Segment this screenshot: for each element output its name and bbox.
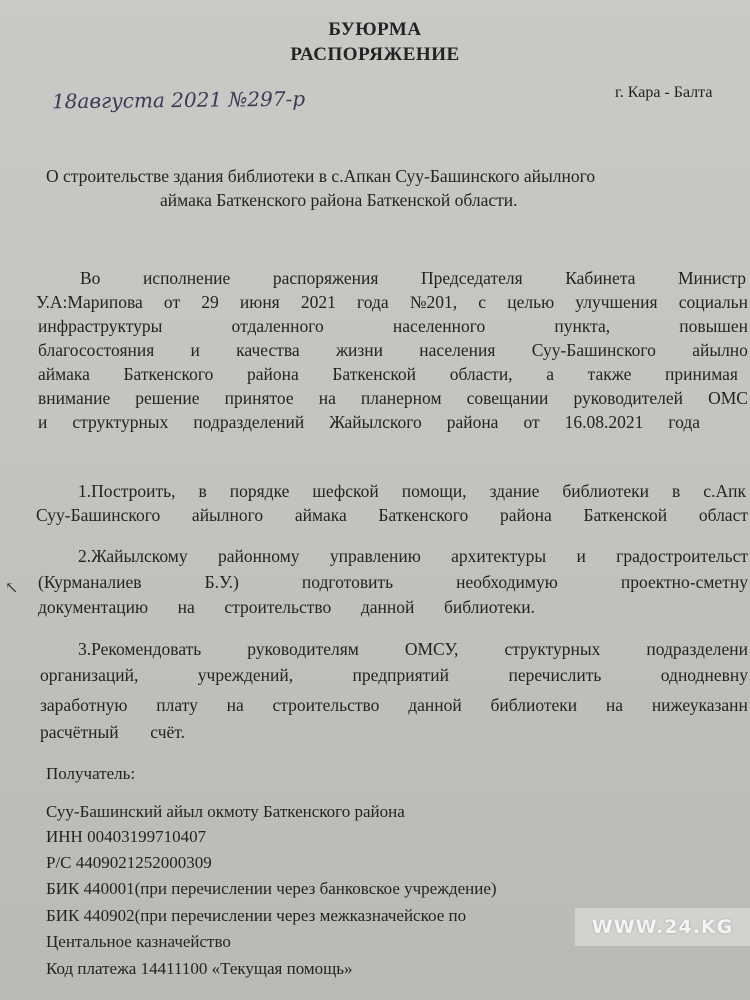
- word: аймака: [294, 505, 347, 525]
- word: библиотеки: [490, 695, 578, 715]
- word: на: [605, 695, 624, 715]
- word: отдаленного: [231, 316, 324, 336]
- word: руководителям: [247, 639, 359, 659]
- point-3-line: [40, 697, 748, 715]
- word: населенного: [392, 316, 486, 336]
- word: шефской: [312, 481, 379, 501]
- recipient-payment-code: Код платежа 14411100 «Текущая помощь»: [46, 959, 353, 978]
- word: с.Апк: [703, 481, 746, 501]
- subject-line-2: аймака Баткенского района Баткенской области.: [160, 190, 518, 210]
- recipient-bik-bank: БИК 440001(при перечислении через банковское учреждение): [46, 879, 497, 898]
- document-title-kg: БУЮРМА: [328, 19, 422, 40]
- point-1-line: [78, 483, 746, 501]
- word: подразделений: [193, 412, 305, 432]
- word: Во: [80, 268, 101, 288]
- word: предприятий: [352, 665, 450, 685]
- word: здание: [489, 481, 540, 501]
- word: года: [357, 292, 389, 312]
- word: улучшения: [575, 292, 658, 312]
- word: на: [177, 597, 195, 617]
- word: целью: [507, 292, 555, 312]
- word: Баткенской: [583, 505, 668, 525]
- word: от: [163, 292, 181, 312]
- word: и: [190, 340, 200, 360]
- word: данной: [360, 597, 415, 617]
- word: структурных: [504, 639, 601, 659]
- word: района: [499, 505, 552, 525]
- handwritten-date-number: 18августа 2021 №297-р: [51, 86, 306, 114]
- word: однодневну: [660, 665, 748, 685]
- preamble-line: [38, 414, 700, 432]
- word: пункта,: [554, 316, 611, 336]
- word: района: [246, 364, 299, 384]
- word: айылно: [692, 340, 748, 360]
- word: плату: [156, 695, 198, 715]
- word: Б.У.): [204, 572, 239, 592]
- word: и: [576, 546, 586, 566]
- word: Баткенского: [378, 505, 469, 525]
- word: года: [668, 412, 700, 432]
- word: исполнение: [142, 268, 231, 288]
- word: архитектуры: [451, 546, 547, 566]
- site-watermark: WWW.24.KG: [575, 908, 750, 946]
- word: (Курманалиев: [38, 572, 142, 592]
- preamble-line: [38, 342, 748, 360]
- word: нижеуказанн: [651, 695, 748, 715]
- point-3-line: [78, 641, 748, 659]
- word: совещании: [466, 388, 549, 408]
- word: Министр: [677, 268, 746, 288]
- word: жизни: [335, 340, 384, 360]
- word: решение: [135, 388, 200, 408]
- word: принятое: [224, 388, 294, 408]
- preamble-line: [38, 318, 748, 336]
- word: 16.08.2021: [564, 412, 644, 432]
- word: Жайылского: [329, 412, 422, 432]
- word: строительство: [272, 695, 380, 715]
- word: счёт.: [150, 722, 185, 742]
- word: градостроительст: [616, 546, 748, 566]
- word: ОМС: [708, 388, 748, 408]
- word: Суу-Башинского: [531, 340, 656, 360]
- word: перечислить: [508, 665, 602, 685]
- word: на: [226, 695, 244, 715]
- word: организаций,: [40, 665, 139, 685]
- word: област: [698, 505, 748, 525]
- subject-line-1: О строительстве здания библиотеки в с.Апкан Суу-Башинского айылного: [46, 166, 596, 186]
- word: Баткенского: [123, 364, 214, 384]
- word: районному: [217, 546, 300, 566]
- word: 1.Построить,: [78, 481, 176, 501]
- word: 29: [201, 292, 219, 312]
- margin-check-mark: ↖: [5, 580, 19, 597]
- preamble-line: [38, 366, 738, 384]
- word: в: [198, 481, 207, 501]
- word: социальн: [678, 292, 748, 312]
- word: аймака: [38, 364, 90, 384]
- word: качества: [236, 340, 300, 360]
- word: айылного: [191, 505, 264, 525]
- word: необходимую: [456, 572, 558, 592]
- preamble-line: [38, 390, 748, 408]
- word: благосостояния: [38, 340, 155, 360]
- recipient-treasury: Центальное казначейство: [46, 932, 231, 951]
- word: также: [587, 364, 632, 384]
- word: руководителей: [573, 388, 684, 408]
- word: структурных: [72, 412, 169, 432]
- word: данной: [408, 695, 462, 715]
- word: Председателя: [420, 268, 523, 288]
- recipient-bik-treasury: БИК 440902(при перечислении через межказначейское по: [46, 906, 467, 925]
- word: проектно-сметну: [620, 572, 748, 592]
- word: 2021: [300, 292, 336, 312]
- document-title-ru: РАСПОРЯЖЕНИЕ: [290, 44, 460, 65]
- word: библиотеки.: [443, 597, 535, 617]
- recipient-account: Р/С 4409021252000309: [46, 853, 212, 872]
- word: повышен: [679, 316, 748, 336]
- word: У.А:Марипова: [36, 292, 143, 312]
- word: 3.Рекомендовать: [78, 639, 202, 659]
- word: на: [318, 388, 336, 408]
- word: Кабинета: [565, 268, 636, 288]
- word: заработную: [40, 695, 128, 715]
- word: управлению: [329, 546, 421, 566]
- word: инфраструктуры: [38, 316, 163, 336]
- point-2-line: [38, 599, 535, 617]
- preamble-line: [80, 270, 746, 288]
- word: ОМСУ,: [404, 639, 459, 659]
- word: документацию: [38, 597, 149, 617]
- point-1-line: [36, 507, 748, 525]
- word: июня: [239, 292, 280, 312]
- city-label: г. Кара - Балта: [615, 84, 713, 101]
- point-2-line: [38, 574, 748, 592]
- word: планерном: [360, 388, 442, 408]
- word: библиотеки: [562, 481, 649, 501]
- word: Суу-Башинского: [36, 505, 161, 525]
- word: расчётный: [40, 722, 119, 742]
- point-3-line: [40, 667, 748, 685]
- word: области,: [449, 364, 513, 384]
- word: а: [546, 364, 554, 384]
- word: и: [38, 412, 48, 432]
- word: помощи,: [401, 481, 467, 501]
- word: учреждений,: [197, 665, 294, 685]
- word: распоряжения: [272, 268, 379, 288]
- word: подготовить: [301, 572, 394, 592]
- point-3-line: [40, 724, 185, 742]
- word: населения: [419, 340, 496, 360]
- preamble-line: [36, 294, 748, 312]
- word: принимая: [664, 364, 738, 384]
- word: подразделени: [646, 639, 748, 659]
- word: внимание: [38, 388, 111, 408]
- word: №201,: [409, 292, 458, 312]
- word: района: [446, 412, 499, 432]
- word: с: [478, 292, 487, 312]
- word: строительство: [224, 597, 332, 617]
- word: в: [672, 481, 681, 501]
- recipient-name: Суу-Башинский айыл окмоту Баткенского района: [46, 802, 405, 821]
- point-2-line: [78, 548, 748, 566]
- recipient-label: Получатель:: [46, 764, 136, 783]
- word: Баткенской: [332, 364, 417, 384]
- word: от: [523, 412, 540, 432]
- recipient-inn: ИНН 00403199710407: [46, 827, 207, 846]
- word: 2.Жайылскому: [78, 546, 188, 566]
- word: порядке: [229, 481, 290, 501]
